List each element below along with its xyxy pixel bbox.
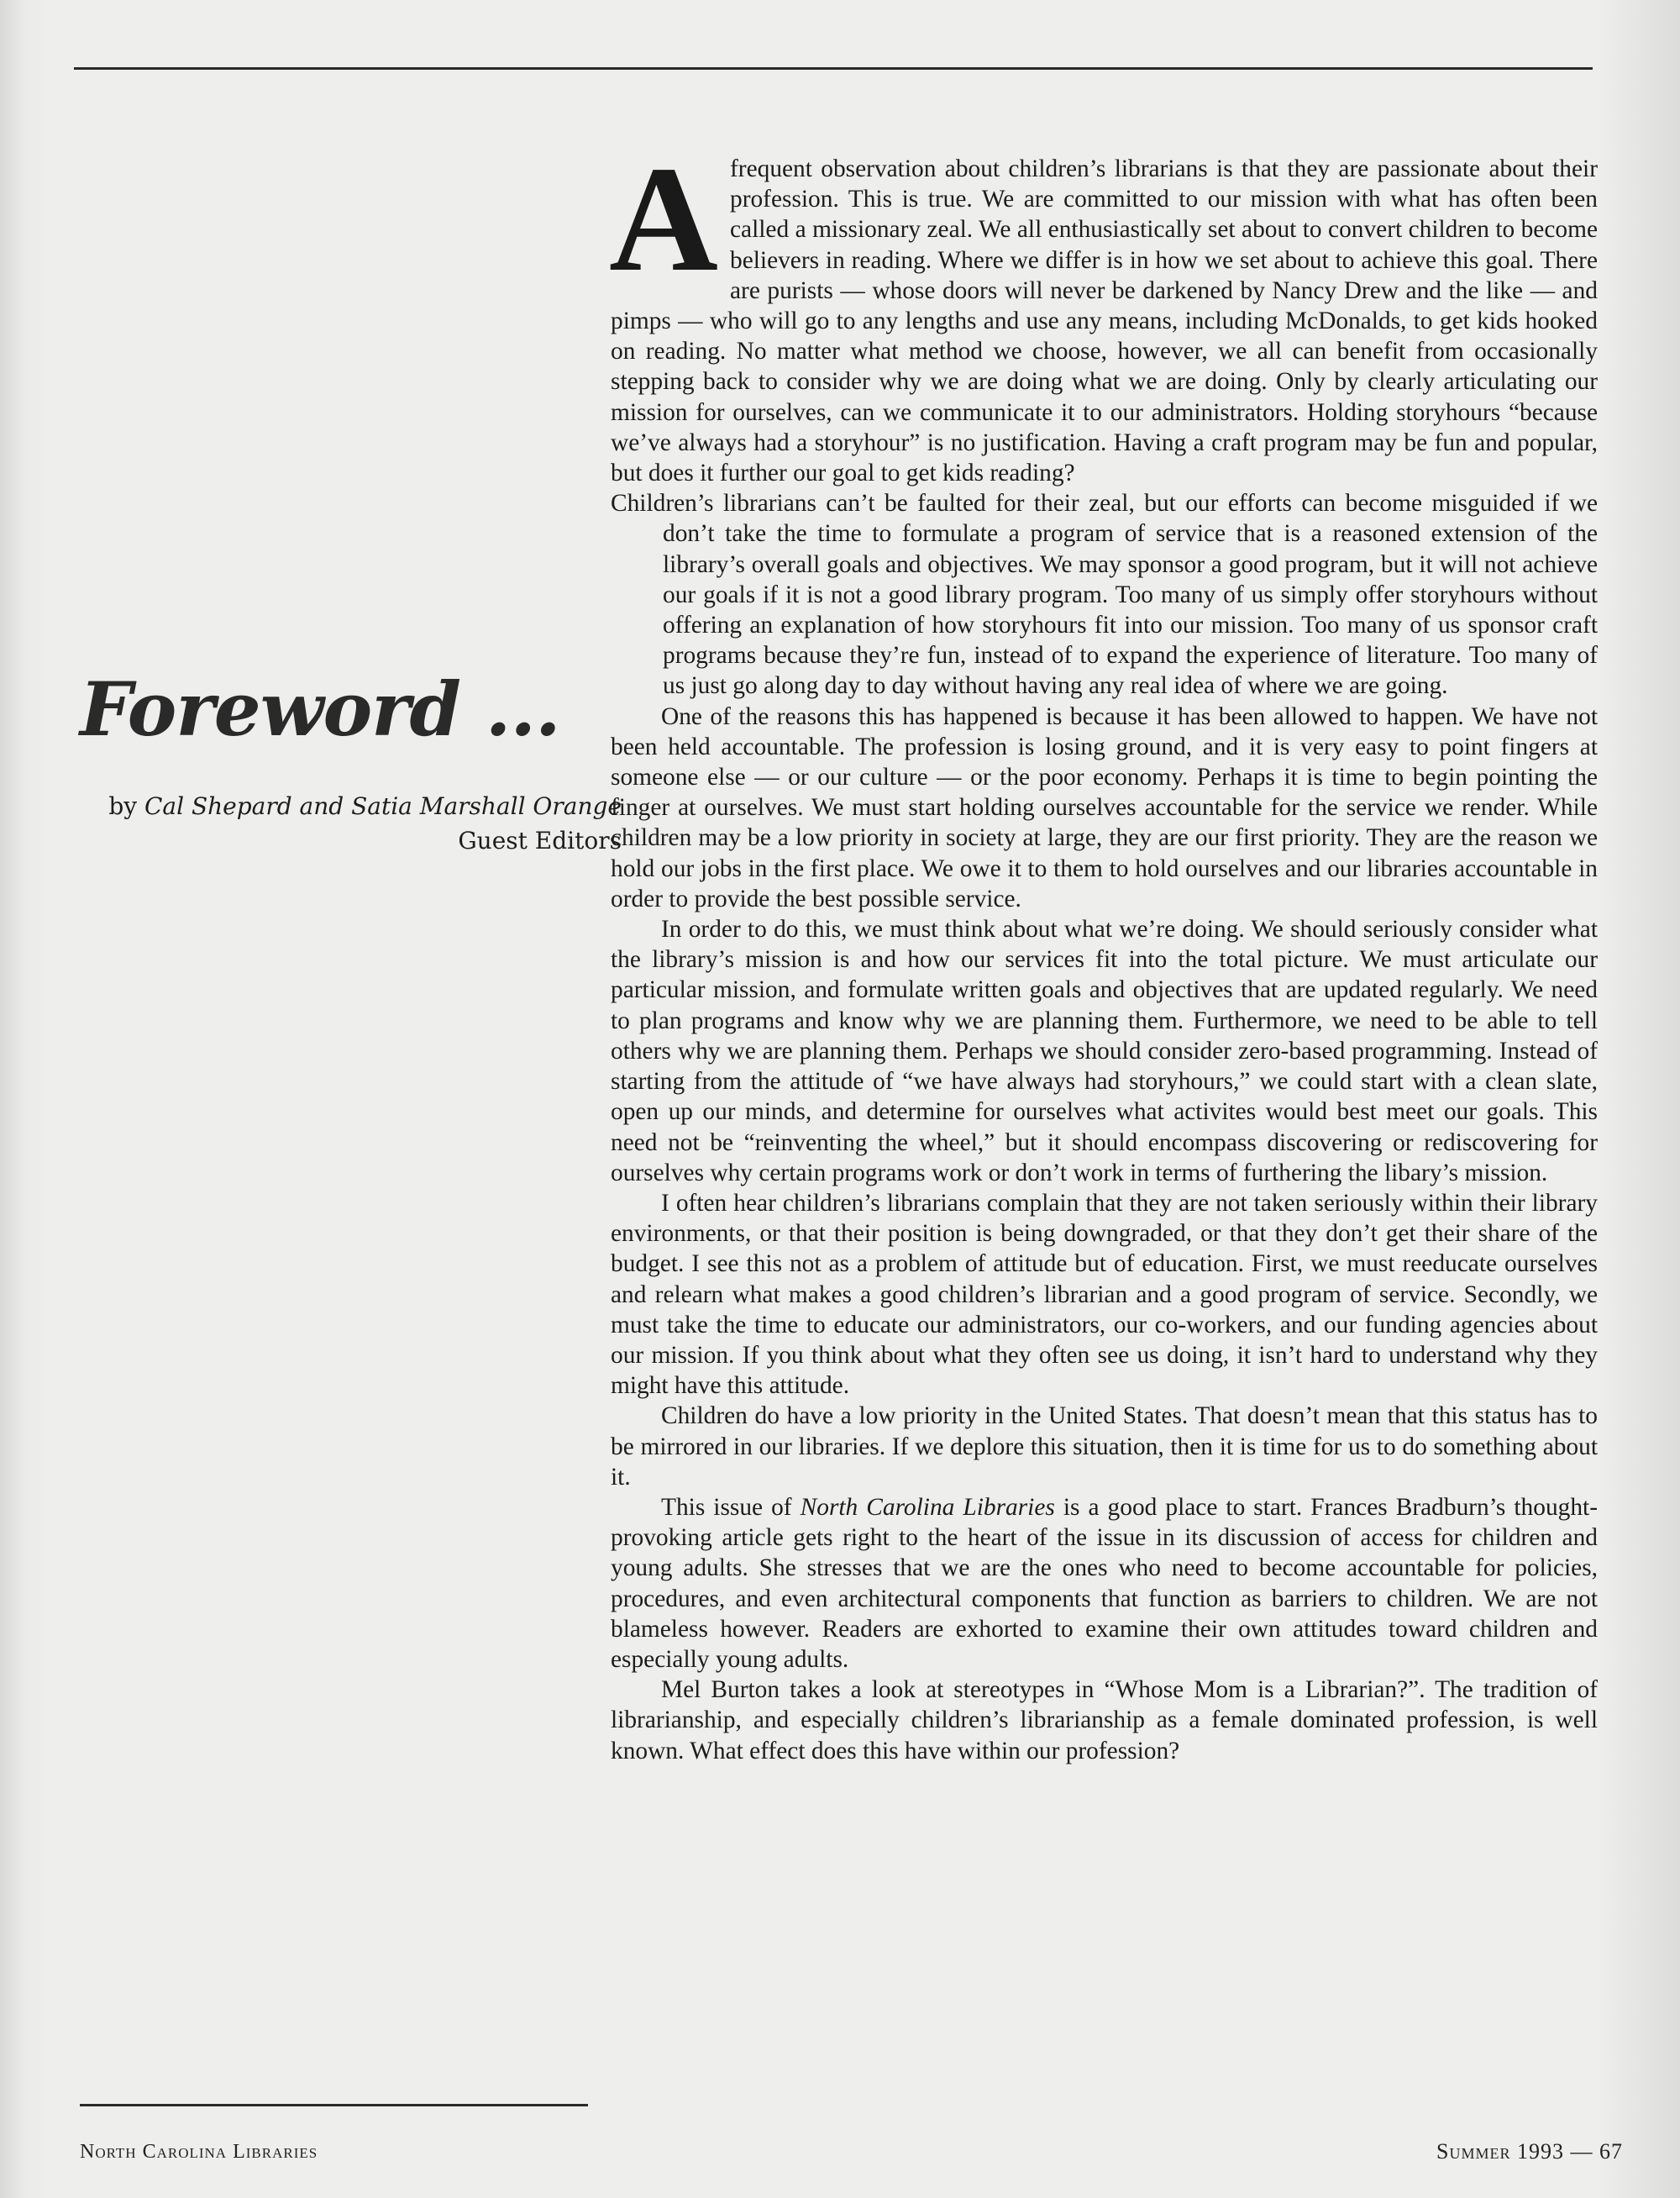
footer-publication: North Carolina Libraries xyxy=(80,2141,318,2163)
article-paragraph-5: I often hear children’s librarians complain that they are not taken seriously within their library environments, or that their position is being downgraded, or that they don’t get their share of the budget. I see this not as a problem of attitude but of education. First, we must reeducate ourselves and relearn what makes a good children’s librarian and a good program of service. Secondly, we must take the time to educate our administrators, our co-workers, and our funding agencies about our mission. If you think about what they often see us doing, it isn’t hard to understand why they might have this attitude. xyxy=(611,1189,1598,1400)
paragraph-1-text: frequent observation about children’s librarians is that they are passionate about their profession. This is true. We are committed to our mission with what has often been called a missionary zeal. We all enthusiastically set about to convert children to become believers in reading. Where we differ is in how we set about to achieve this goal. There are purists — whose doors will never be darkened by Nancy Drew and the like — and pimps — who will go to any lengths and use any means, including McDonalds, to get kids hooked on reading. No matter what method we choose, however, we all can benefit from occasionally stepping back to consider why we are doing what we are doing. Only by clearly articulating our mission for ourselves, can we communicate it to our administrators. Holding storyhours “because we’ve always had a storyhour” is no justification. Having a craft program may be fun and popular, but does it further our goal to get kids reading? xyxy=(611,155,1598,487)
footer-page-number: Summer 1993 — 67 xyxy=(1436,2139,1623,2164)
journal-name: North Carolina Libraries xyxy=(800,1493,1055,1521)
byline xyxy=(80,790,622,858)
title-block xyxy=(80,665,626,858)
p7-rest: Bradburn’s thought-provoking article gets right to the heart of the issue in its discussion of access for children and young adults. She stresses that we are the ones who need to become accountable for policies, procedures, and even architectural components that function as barriers to children. We are not blameless however. Readers are exhorted to examine their own attitudes toward children and especially young adults. xyxy=(611,1493,1598,1673)
page-title: Foreword ... xyxy=(80,665,560,753)
byline-prefix: by xyxy=(108,792,138,820)
article-paragraph-7 xyxy=(611,1492,1598,1675)
article-body xyxy=(609,135,1598,1766)
article-paragraph-6: Children do have a low priority in the United States. That doesn’t mean that this status has to be mirrored in our libraries. If we deplore this situation, then it is time for us to do something about it. xyxy=(611,1402,1598,1491)
p7-after: is a good place to start. Frances xyxy=(1063,1493,1388,1521)
drop-cap: A xyxy=(609,135,718,302)
article-paragraph-4: In order to do this, we must think about what we’re doing. We should seriously consider what the library’s mission is and how our services fit into the total picture. We must articulate our particular mission, and formulate written goals and objectives that are updated regularly. We need to plan programs and know why we are planning them. Furthermore, we need to be able to tell others why we are planning them. Perhaps we should consider zero-based programming. Instead of starting from the attitude of “we have always had storyhours,” we could start with a clean slate, open up our minds, and determine for ourselves what activites would best meet our goals. This need not be “reinventing the wheel,” but it should encompass discovering or rediscovering for ourselves why certain programs work or don’t work in terms of furthering the libary’s mission. xyxy=(611,916,1598,1186)
article-paragraph-8: Mel Burton takes a look at stereotypes in “Whose Mom is a Librarian?”. The tradition of librarianship, and especially children’s librarianship as a female dominated profession, is well known. What effect does this have within our profession? xyxy=(611,1676,1598,1764)
article-paragraph-1 xyxy=(609,135,1598,488)
bottom-rule xyxy=(80,2104,588,2106)
top-rule xyxy=(74,67,1593,70)
byline-authors: Cal Shepard and Satia Marshall Orange xyxy=(144,792,622,820)
article-paragraph-2: Children’s librarians can’t be faulted for their zeal, but our efforts can become misguided if we don’t take the time to formulate a program of service that is a reasoned extension of the library’s overall goals and objectives. We may sponsor a good program, but it will not achieve our goals if it is not a good library program. Too many of us simply offer storyhours without offering an explanation of how storyhours fit into our mission. Too many of us sponsor craft programs because they’re fun, instead of to expand the experience of literature. Too many of us just go along day to day without having any real idea of where we are going. xyxy=(611,490,1598,700)
p7-lead: This issue of xyxy=(661,1493,792,1521)
article-paragraph-3: One of the reasons this has happened is because it has been allowed to happen. We have not been held accountable. The profession is losing ground, and it is very easy to point fingers at someone else — or our culture — or the poor economy. Perhaps it is time to begin pointing the finger at ourselves. We must start holding ourselves accountable for the service we render. While children may be a low priority in society at large, they are our first priority. They are the reason we hold our jobs in the first place. We owe it to them to hold ourselves and our libraries accountable in order to provide the best possible service. xyxy=(611,702,1598,912)
byline-role: Guest Editors xyxy=(458,826,622,854)
